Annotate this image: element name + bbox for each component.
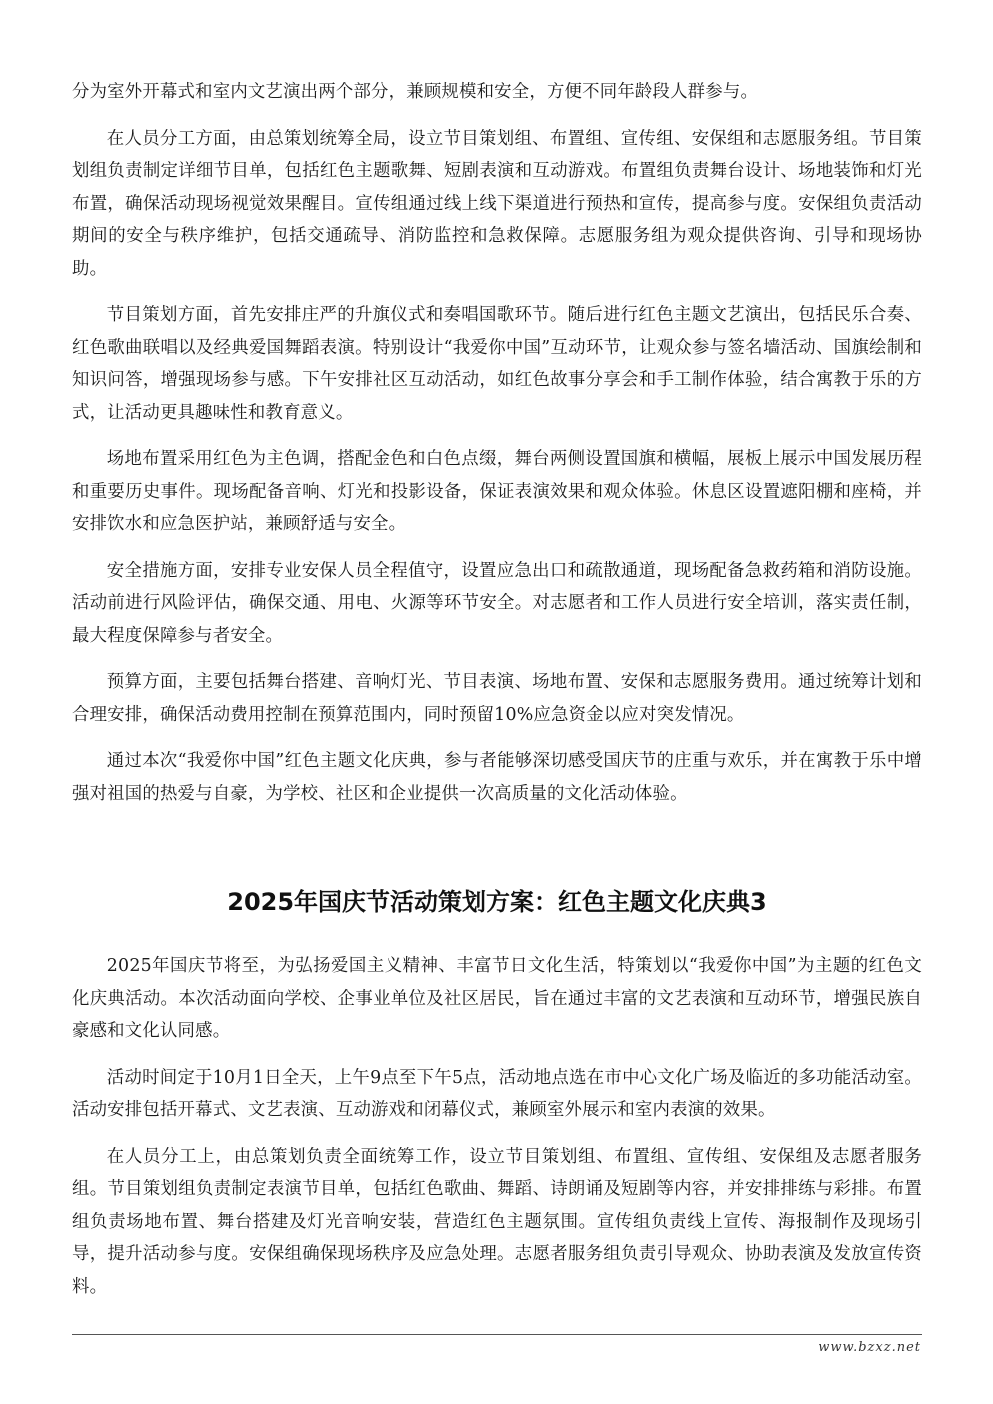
paragraph: 节目策划方面，首先安排庄严的升旗仪式和奏唱国歌环节。随后进行红色主题文艺演出，包括民乐合奏、红色歌曲联唱以及经典爱国舞蹈表演。特别设计“我爱你中国”互动环节，让观众参与签名墙活动、国旗绘制和知识问答，增强现场参与感。下午安排社区互动活动，如红色故事分享会和手工制作体验，结合寓教于乐的方式，让活动更具趣味性和教育意义。 bbox=[72, 305, 922, 423]
paragraph: 2025年国庆节将至，为弘扬爱国主义精神、丰富节日文化生活，特策划以“我爱你中国”为主题的红色文化庆典活动。本次活动面向学校、企事业单位及社区居民，旨在通过丰富的文艺表演和互动环节，增强民族自豪感和文化认同感。 bbox=[72, 956, 922, 1041]
paragraph: 场地布置采用红色为主色调，搭配金色和白色点缀，舞台两侧设置国旗和横幅，展板上展示中国发展历程和重要历史事件。现场配备音响、灯光和投影设备，保证表演效果和观众体验。休息区设置遮阳棚和座椅，并安排饮水和应急医护站，兼顾舒适与安全。 bbox=[72, 449, 922, 534]
paragraph: 预算方面，主要包括舞台搭建、音响灯光、节目表演、场地布置、安保和志愿服务费用。通过统筹计划和合理安排，确保活动费用控制在预算范围内，同时预留10%应急资金以应对突发情况。 bbox=[72, 672, 922, 725]
paragraph: 分为室外开幕式和室内文艺演出两个部分，兼顾规模和安全，方便不同年龄段人群参与。 bbox=[72, 82, 759, 102]
section-plan-3 bbox=[72, 950, 922, 1317]
footer-divider bbox=[72, 1334, 922, 1335]
section-title: 2025年国庆节活动策划方案：红色主题文化庆典3 bbox=[227, 888, 767, 916]
paragraph: 在人员分工方面，由总策划统筹全局，设立节目策划组、布置组、宣传组、安保组和志愿服务组。节目策划组负责制定详细节目单，包括红色主题歌舞、短剧表演和互动游戏。布置组负责舞台设计、场地装饰和灯光布置，确保活动现场视觉效果醒目。宣传组通过线上线下渠道进行预热和宣传，提高参与度。安保组负责活动期间的安全与秩序维护，包括交通疏导、消防监控和急救保障。志愿服务组为观众提供咨询、引导和现场协助。 bbox=[72, 128, 922, 279]
paragraph: 通过本次“我爱你中国”红色主题文化庆典，参与者能够深切感受国庆节的庄重与欢乐，并在寓教于乐中增强对祖国的热爱与自豪，为学校、社区和企业提供一次高质量的文化活动体验。 bbox=[72, 751, 922, 804]
paragraph: 安全措施方面，安排专业安保人员全程值守，设置应急出口和疏散通道，现场配备急救药箱和消防设施。活动前进行风险评估，确保交通、用电、火源等环节安全。对志愿者和工作人员进行安全培训，落实责任制，最大程度保障参与者安全。 bbox=[72, 560, 922, 646]
section-previous-plan bbox=[72, 76, 922, 824]
paragraph: 活动时间定于10月1日全天，上午9点至下午5点，活动地点选在市中心文化广场及临近的多功能活动室。活动安排包括开幕式、文艺表演、互动游戏和闭幕仪式，兼顾室外展示和室内表演的效果。 bbox=[72, 1067, 922, 1120]
paragraph: 在人员分工上，由总策划负责全面统筹工作，设立节目策划组、布置组、宣传组、安保组及志愿者服务组。节目策划组负责制定表演节目单，包括红色歌曲、舞蹈、诗朗诵及短剧等内容，并安排排练与彩排。布置组负责场地布置、舞台搭建及灯光音响安装，营造红色主题氛围。宣传组负责线上宣传、海报制作及现场引导，提升活动参与度。安保组确保现场秩序及应急处理。志愿者服务组负责引导观众、协助表演及发放宣传资料。 bbox=[72, 1146, 922, 1297]
footer-url: www.bzxz.net bbox=[818, 1340, 921, 1355]
